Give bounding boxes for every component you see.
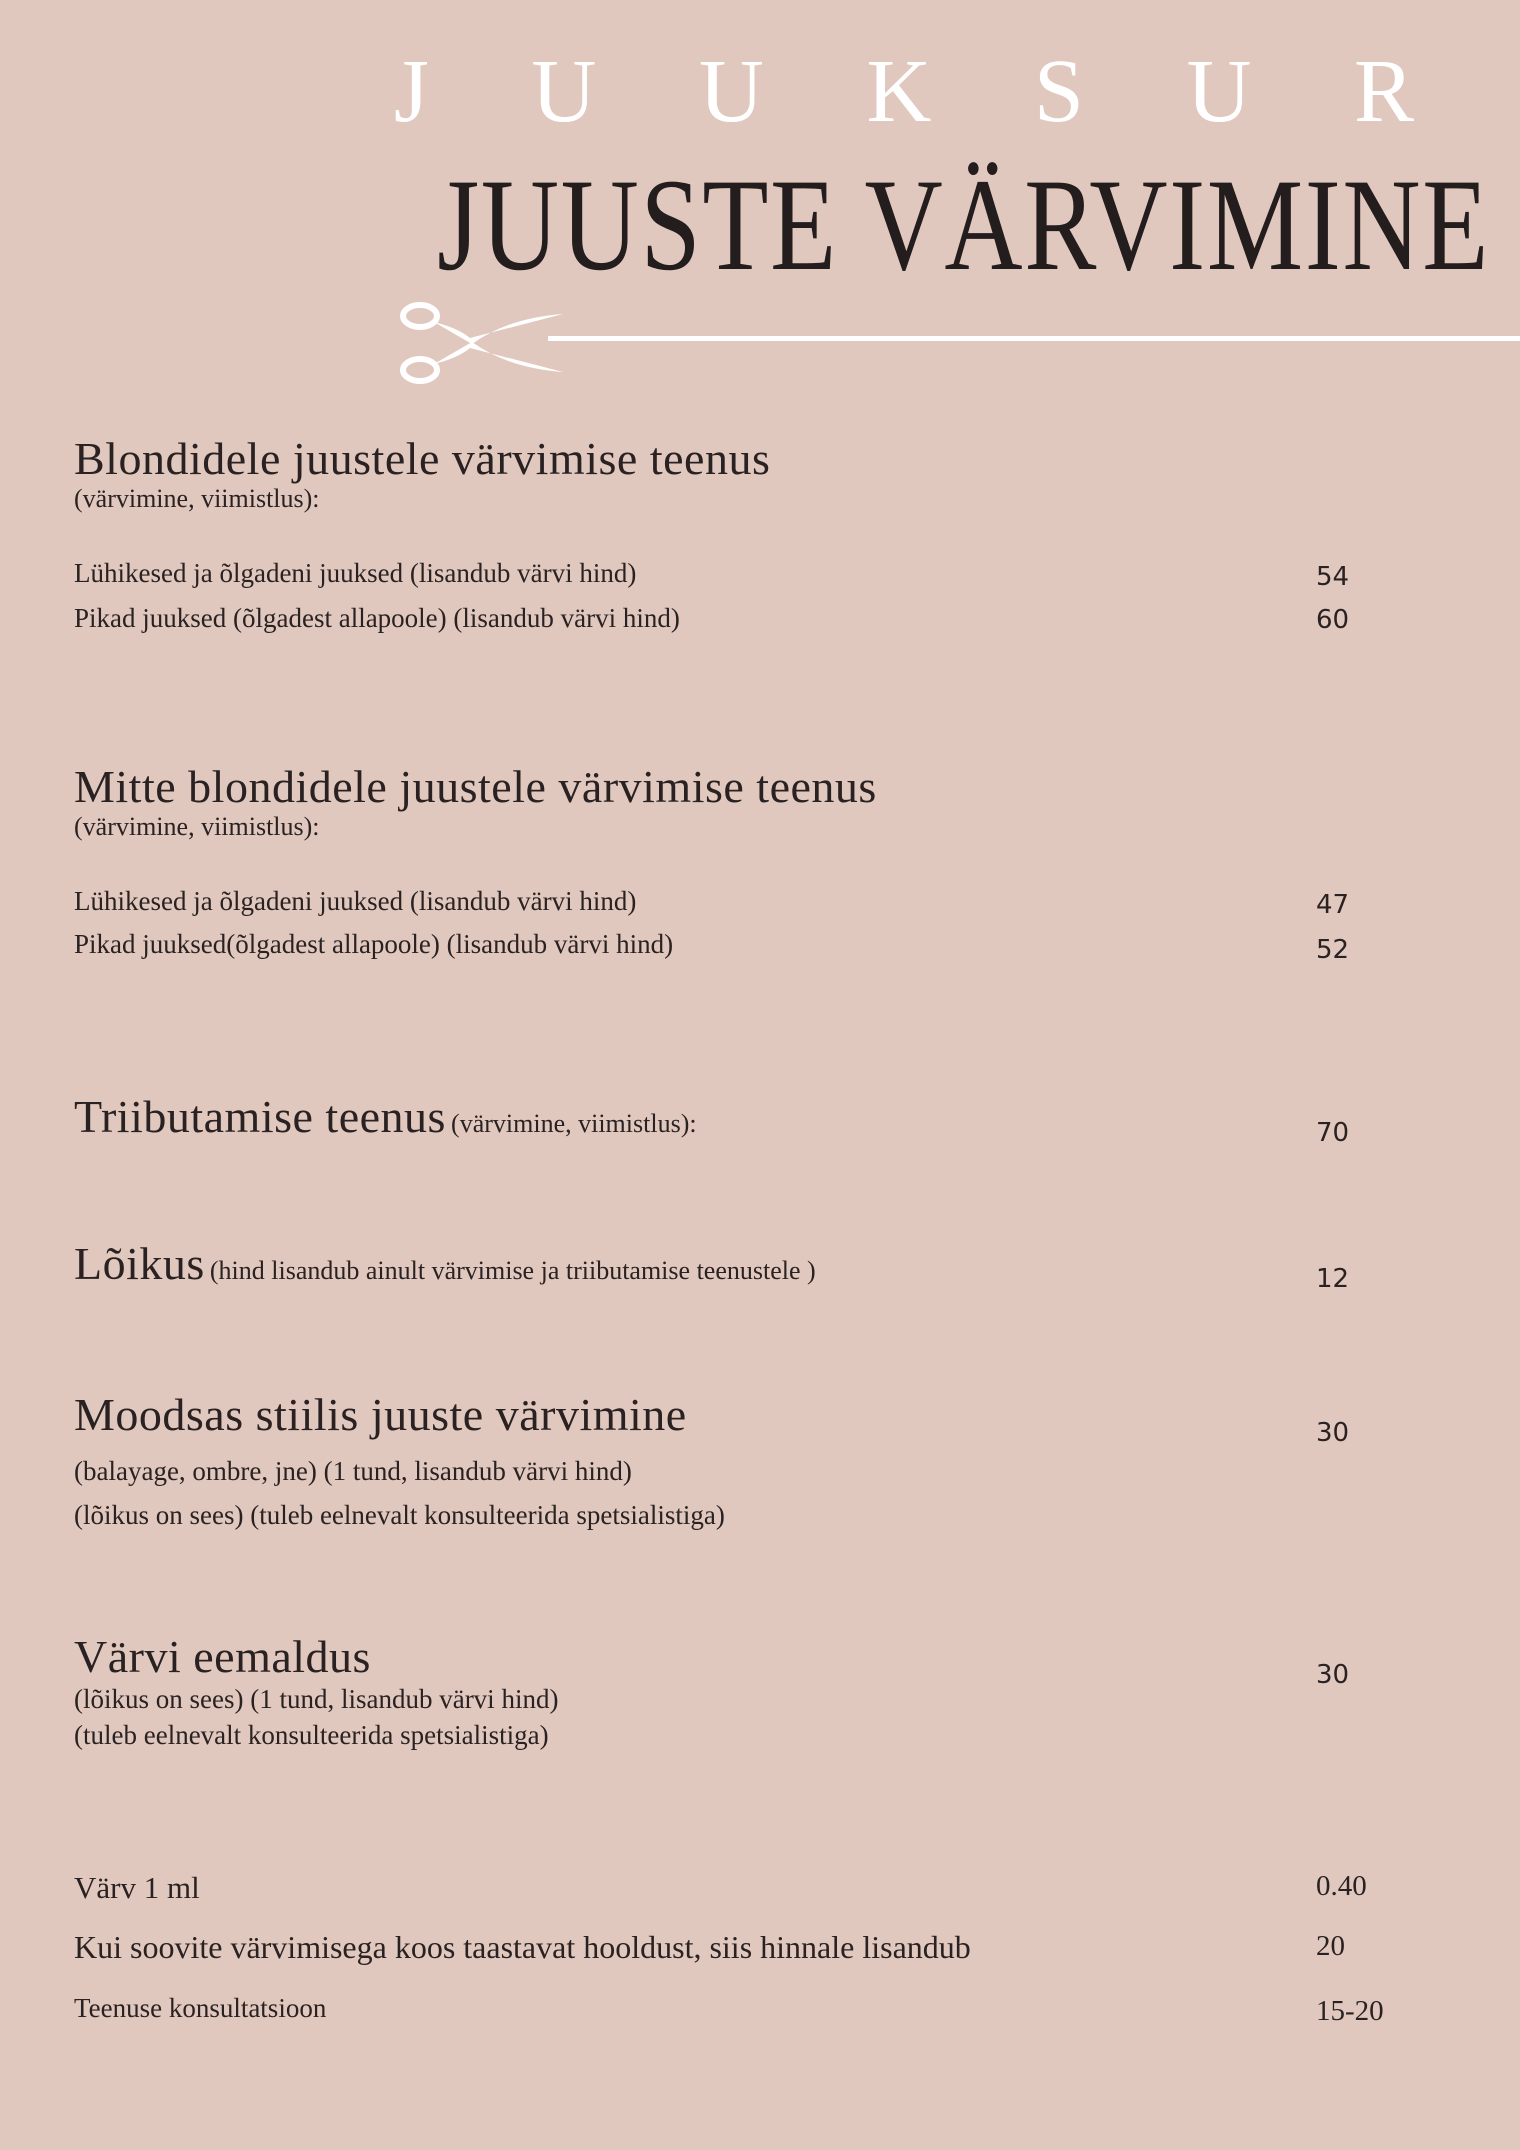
section-heading-removal: Värvi eemaldus: [74, 1631, 371, 1682]
scissors-icon: [398, 298, 568, 388]
list-item: Lühikesed ja õlgadeni juuksed (lisandub värvi hind): [74, 558, 637, 588]
section-detail-line: (tuleb eelnevalt konsulteerida spetsialistiga): [74, 1720, 549, 1750]
price-value: 30: [1316, 1418, 1350, 1448]
section-heading-highlights: Triibutamise teenus: [74, 1091, 446, 1142]
extra-item: Teenuse konsultatsioon: [74, 1993, 327, 2023]
page-title: JUUSTE VÄRVIMINE: [437, 151, 1490, 298]
extra-item: Värv 1 ml: [74, 1870, 200, 1905]
section-note-cut: (hind lisandub ainult värvimise ja triibutamise teenustele ): [209, 1256, 816, 1285]
section-detail-line: (balayage, ombre, jne) (1 tund, lisandub värvi hind): [74, 1456, 632, 1486]
section-detail-line: (lõikus on sees) (tuleb eelnevalt konsulteerida spetsialistiga): [74, 1500, 725, 1530]
section-heading-cut: Lõikus: [74, 1238, 205, 1289]
price-value: 60: [1316, 605, 1350, 635]
price-value: 52: [1316, 935, 1350, 965]
price-value: 30: [1316, 1660, 1350, 1690]
extra-item: Kui soovite värvimisega koos taastavat hooldust, siis hinnale lisandub: [74, 1929, 971, 1965]
cut-line-divider: [548, 336, 1520, 341]
price-value: 20: [1316, 1930, 1345, 1962]
section-cut: [74, 1237, 816, 1290]
list-item: Pikad juuksed (õlgadest allapoole) (lisandub värvi hind): [74, 603, 680, 633]
list-item: Lühikesed ja õlgadeni juuksed (lisandub värvi hind): [74, 886, 637, 916]
price-value: 54: [1316, 562, 1350, 592]
price-value: 15-20: [1316, 1995, 1384, 2027]
section-heading-blond: Blondidele juustele värvimise teenus: [74, 433, 771, 484]
section-subheading-nonblond: (värvimine, viimistlus):: [74, 812, 320, 841]
brand-name: J U U K S U R: [393, 42, 1454, 141]
price-value: 12: [1316, 1264, 1350, 1294]
section-heading-nonblond: Mitte blondidele juustele värvimise teenus: [74, 761, 877, 812]
section-heading-modern: Moodsas stiilis juuste värvimine: [74, 1389, 687, 1440]
list-item: Pikad juuksed(õlgadest allapoole) (lisandub värvi hind): [74, 929, 674, 959]
price-value: 0.40: [1316, 1870, 1367, 1902]
price-value: 70: [1316, 1118, 1350, 1148]
price-value: 47: [1316, 890, 1350, 920]
section-highlights: [74, 1090, 697, 1143]
section-detail-line: (lõikus on sees) (1 tund, lisandub värvi hind): [74, 1684, 559, 1714]
section-subheading-blond: (värvimine, viimistlus):: [74, 484, 320, 513]
section-note-highlights: (värvimine, viimistlus):: [451, 1109, 697, 1138]
